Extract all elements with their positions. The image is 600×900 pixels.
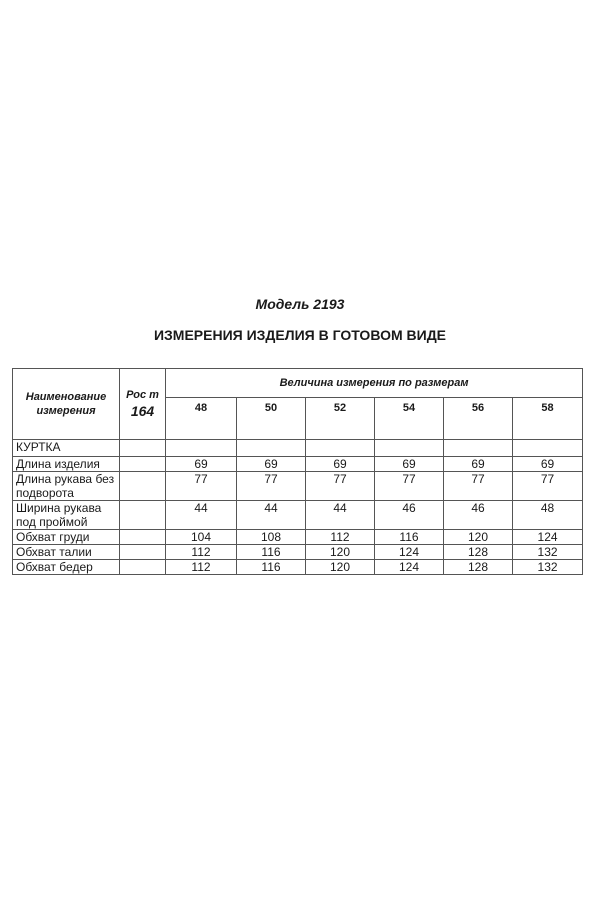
model-title: Модель 2193 xyxy=(255,296,345,312)
cell-value: 120 xyxy=(444,530,513,545)
cell-value: 132 xyxy=(513,545,583,560)
row-label: Обхват груди xyxy=(13,530,120,545)
row-label: Ширина рукава под проймой xyxy=(13,501,120,530)
cell-value: 46 xyxy=(444,501,513,530)
cell-value: 116 xyxy=(237,560,306,575)
cell-value: 77 xyxy=(513,472,583,501)
cell-value: 44 xyxy=(237,501,306,530)
cell-value: 69 xyxy=(375,457,444,472)
section-label: КУРТКА xyxy=(13,440,120,457)
cell-value: 69 xyxy=(513,457,583,472)
document-title: ИЗМЕРЕНИЯ ИЗДЕЛИЯ В ГОТОВОМ ВИДЕ xyxy=(153,327,447,343)
cell-value: 77 xyxy=(306,472,375,501)
cell-value: 69 xyxy=(306,457,375,472)
table-row xyxy=(13,560,583,575)
section-row xyxy=(13,440,583,457)
cell-value: 128 xyxy=(444,560,513,575)
cell-value: 69 xyxy=(166,457,237,472)
row-label: Длина рукава без подворота xyxy=(13,472,120,501)
cell-value: 112 xyxy=(306,530,375,545)
cell-value: 124 xyxy=(375,545,444,560)
table-row xyxy=(13,530,583,545)
cell-value: 112 xyxy=(166,560,237,575)
table-row xyxy=(13,457,583,472)
row-label: Обхват бедер xyxy=(13,560,120,575)
table-header-row xyxy=(13,369,583,398)
cell-value: 116 xyxy=(237,545,306,560)
cell-value: 77 xyxy=(166,472,237,501)
cell-value: 128 xyxy=(444,545,513,560)
cell-value: 108 xyxy=(237,530,306,545)
table-row xyxy=(13,501,583,530)
rost-header xyxy=(120,369,166,440)
cell-value: 124 xyxy=(375,560,444,575)
cell-value: 77 xyxy=(237,472,306,501)
row-label: Длина изделия xyxy=(13,457,120,472)
cell-value: 44 xyxy=(306,501,375,530)
size-range-header: Величина измерения по размерам xyxy=(166,369,583,398)
name-header: Наименование измерения xyxy=(13,369,120,440)
size-header: 58 xyxy=(513,398,583,440)
cell-value: 120 xyxy=(306,545,375,560)
cell-value: 112 xyxy=(166,545,237,560)
cell-value: 120 xyxy=(306,560,375,575)
table-row xyxy=(13,545,583,560)
cell-value: 44 xyxy=(166,501,237,530)
cell-value: 116 xyxy=(375,530,444,545)
cell-value: 104 xyxy=(166,530,237,545)
size-header: 56 xyxy=(444,398,513,440)
size-header: 50 xyxy=(237,398,306,440)
rost-label: Рос т xyxy=(126,389,159,401)
size-header: 52 xyxy=(306,398,375,440)
cell-value: 69 xyxy=(237,457,306,472)
cell-value: 124 xyxy=(513,530,583,545)
cell-value: 48 xyxy=(513,501,583,530)
size-table xyxy=(12,368,583,575)
table-row xyxy=(13,472,583,501)
size-header: 54 xyxy=(375,398,444,440)
row-label: Обхват талии xyxy=(13,545,120,560)
rost-value: 164 xyxy=(130,403,155,419)
cell-value: 77 xyxy=(444,472,513,501)
cell-value: 77 xyxy=(375,472,444,501)
cell-value: 69 xyxy=(444,457,513,472)
size-header: 48 xyxy=(166,398,237,440)
cell-value: 132 xyxy=(513,560,583,575)
cell-value: 46 xyxy=(375,501,444,530)
